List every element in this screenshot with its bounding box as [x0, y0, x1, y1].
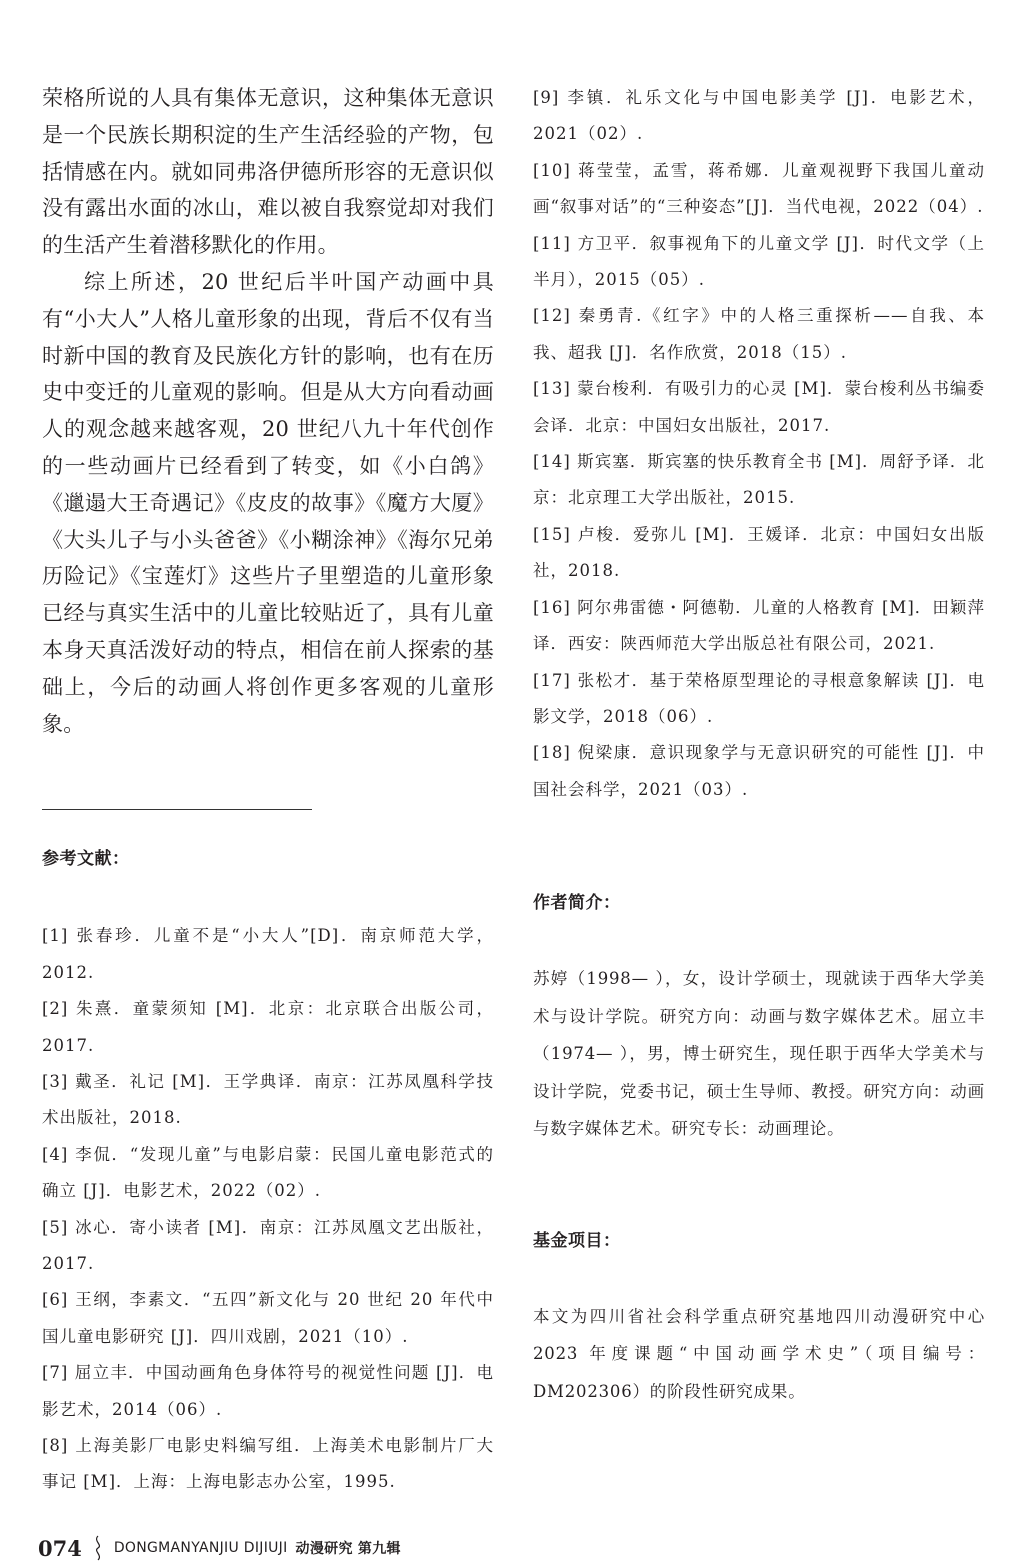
reference-item: [15] 卢梭．爱弥儿 [M]．王媛译．北京：中国妇女出版社，2018.: [533, 524, 985, 581]
reference-item: [18] 倪梁康．意识现象学与无意识研究的可能性 [J]．中国社会科学，2021（03）.: [533, 743, 985, 799]
fund-heading: 基金项目：: [533, 1230, 621, 1251]
reference-item: [10] 蒋莹莹，孟雪，蒋希娜．儿童观视野下我国儿童动画“叙事对话”的“三种姿态”[J]．当代电视，2022（04）.: [533, 160, 985, 217]
reference-item: [5] 冰心．寄小读者 [M]．南京：江苏凤凰文艺出版社，2017.: [42, 1217, 494, 1273]
reference-item: [9] 李镇．礼乐文化与中国电影美学 [J]．电影艺术，2021（02）.: [533, 88, 985, 144]
reference-item: [13] 蒙台梭利．有吸引力的心灵 [M]．蒙台梭利丛书编委会译．北京：中国妇女出版社，2017.: [533, 379, 985, 435]
references-list-continued: [533, 80, 985, 808]
reference-item: [3] 戴圣．礼记 [M]．王学典译．南京：江苏凤凰科学技术出版社，2018.: [42, 1071, 494, 1128]
author-intro-heading: 作者简介：: [533, 893, 621, 914]
page-number: 074: [38, 1535, 82, 1561]
reference-item: [14] 斯宾塞．斯宾塞的快乐教育全书 [M]．周舒予译．北京：北京理工大学出版社，2015.: [533, 452, 985, 508]
page-footer: [38, 1535, 401, 1561]
body-paragraph: 荣格所说的人具有集体无意识，这种集体无意识是一个民族长期积淀的生产生活经验的产物，包括情感在内。就如同弗洛伊德所形容的无意识似没有露出水面的冰山，难以被自我察觉却对我们的生活产生着潜移默化的作用。: [42, 86, 494, 258]
reference-item: [16] 阿尔弗雷德・阿德勒．儿童的人格教育 [M]．田颖萍译．西安：陕西师范大学出版总社有限公司，2021.: [533, 597, 985, 654]
reference-item: [6] 王纲，李素文．“五四”新文化与 20 世纪 20 年代中国儿童电影研究 [J]．四川戏剧，2021（10）.: [42, 1290, 494, 1346]
references-heading: 参考文献：: [42, 849, 130, 870]
reference-item: [1] 张春珍．儿童不是“小大人”[D]．南京师范大学，2012.: [42, 926, 494, 982]
journal-name: 动漫研究 第九辑: [295, 1541, 401, 1557]
reference-item: [17] 张松才．基于荣格原型理论的寻根意象解读 [J]．电影文学，2018（06）.: [533, 670, 985, 726]
reference-item: [12] 秦勇青.《红字》中的人格三重探析——自我、本我、超我 [J]．名作欣赏，2018（15）.: [533, 306, 985, 362]
reference-item: [4] 李侃．“发现儿童”与电影启蒙：民国儿童电影范式的确立 [J]．电影艺术，2022（02）.: [42, 1144, 494, 1201]
author-intro-text: 苏婷（1998— ），女，设计学硕士，现就读于西华大学美术与设计学院。研究方向：动画与数字媒体艺术。屈立丰（1974— ），男，博士研究生，现任职于西华大学美术与设计学院，党委书记，硕士生导师、教授。研究方向：动画与数字媒体艺术。研究专长：动画理论。: [533, 969, 985, 1139]
left-column: [42, 80, 494, 1501]
body-paragraph: 综上所述，20 世纪后半叶国产动画中具有“小大人”人格儿童形象的出现，背后不仅有当时新中国的教育及民族化方针的影响，也有在历史中变迁的儿童观的影响。但是从大方向看动画人的观念越来越客观，20 世纪八九十年代创作的一些动画片已经看到了转变，如《小白鸽》《邋遢大王奇遇记》《皮皮的故事》《魔方大厦》《大头儿子与小头爸爸》《小糊涂神》《海尔兄弟历险记》《宝莲灯》这些片子里塑造的儿童形象已经与真实生活中的儿童比较贴近了，具有儿童本身天真活泼好动的特点，相信在前人探索的基础上，今后的动画人将创作更多客观的儿童形象。: [42, 269, 494, 736]
ornament-icon: [92, 1535, 104, 1561]
right-column: [533, 80, 985, 1410]
section-divider: [42, 809, 312, 810]
reference-item: [7] 屈立丰．中国动画角色身体符号的视觉性问题 [J]．电影艺术，2014（06）.: [42, 1363, 494, 1419]
fund-text: 本文为四川省社会科学重点研究基地四川动漫研究中心 2023 年度课题“中国动画学术史”（项目编号：DM202306）的阶段性研究成果。: [533, 1306, 985, 1401]
reference-item: [2] 朱熹．童蒙须知 [M]．北京：北京联合出版公司，2017.: [42, 999, 494, 1055]
reference-item: [8] 上海美影厂电影史料编写组．上海美术电影制片厂大事记 [M]．上海：上海电影志办公室，1995.: [42, 1436, 494, 1492]
journal-pinyin: DONGMANYANJIU DIJIUJI: [113, 1540, 288, 1556]
references-list: [42, 918, 494, 1501]
reference-item: [11] 方卫平．叙事视角下的儿童文学 [J]．时代文学（上半月），2015（05）.: [533, 233, 985, 290]
